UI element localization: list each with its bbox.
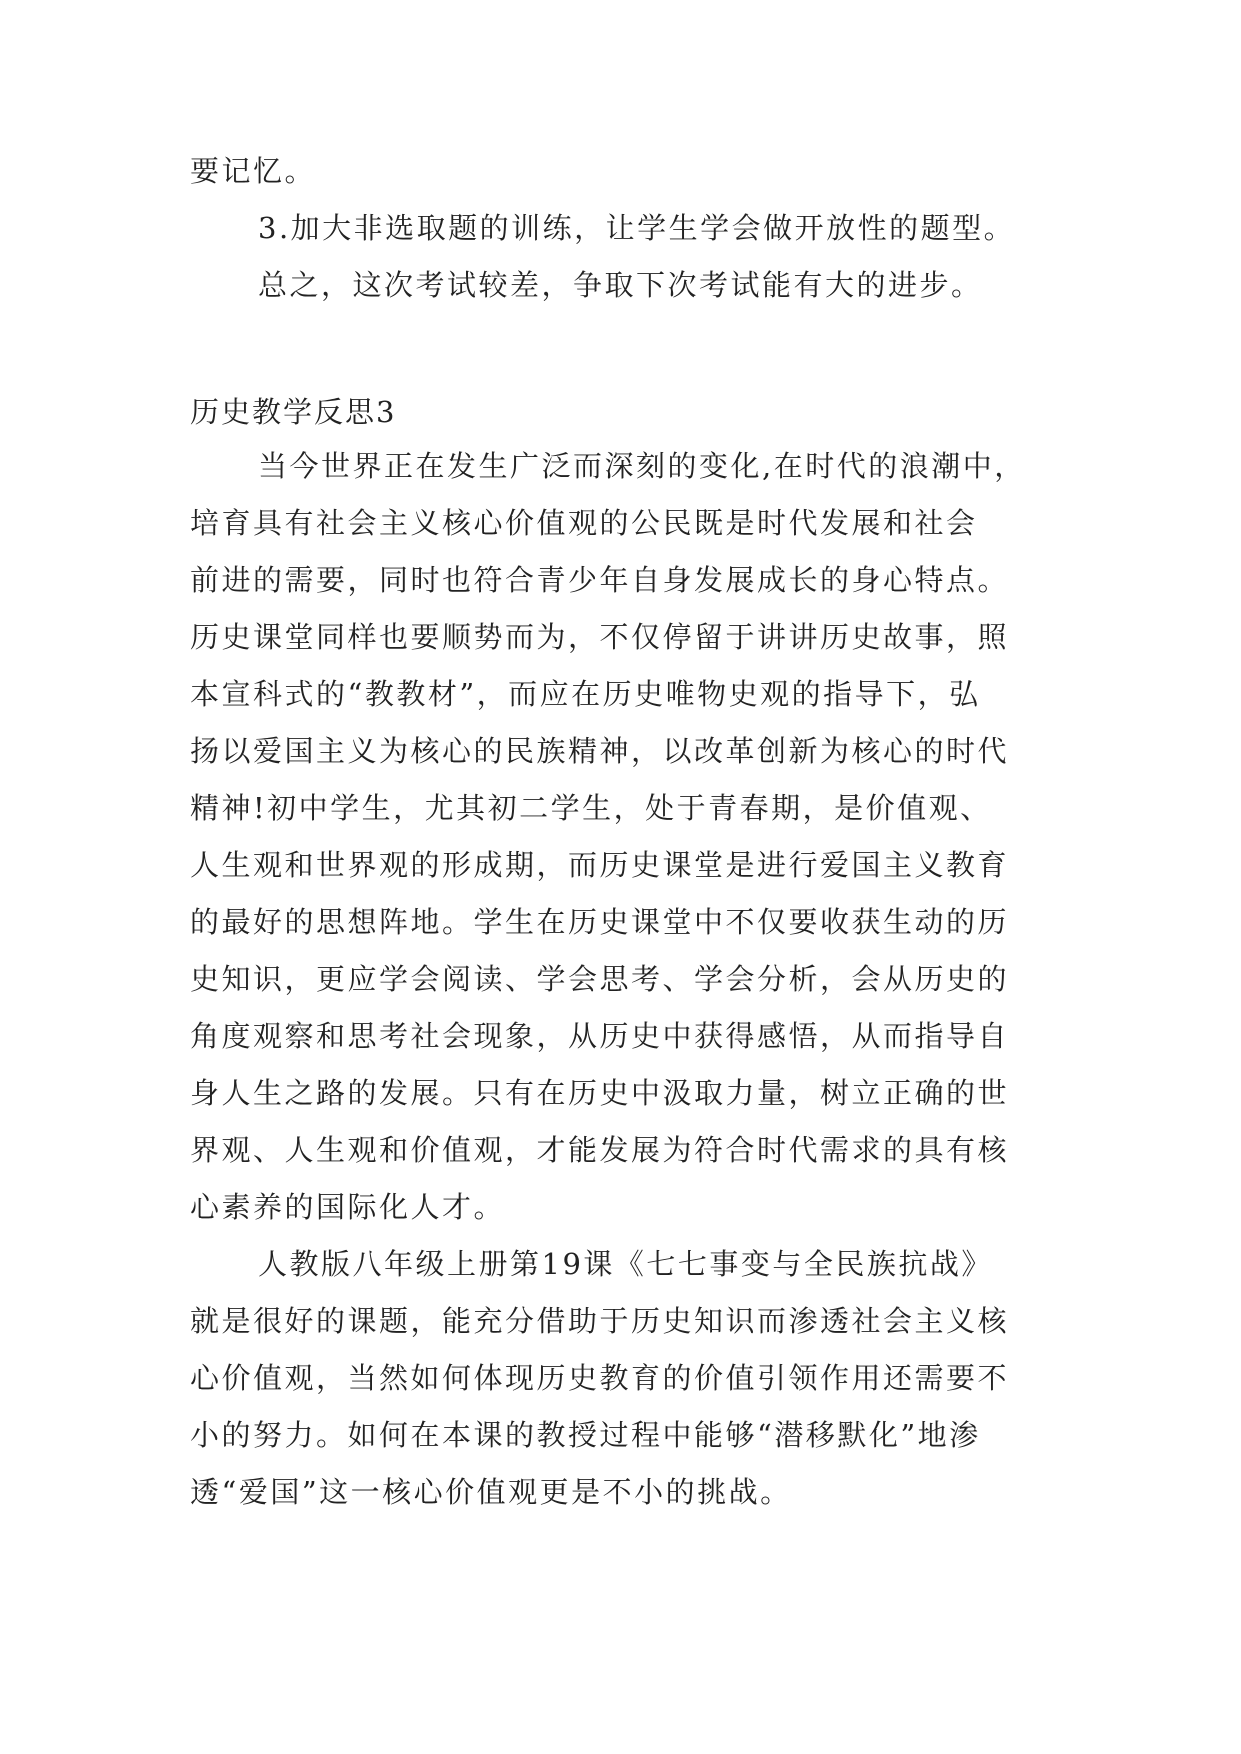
text-line: 心素养的国际化人才。 [190, 1190, 506, 1224]
text-line: 当今世界正在发生广泛而深刻的变化,在时代的浪潮中， [258, 449, 1026, 483]
text-line: 界观、人生观和价值观，才能发展为符合时代需求的具有核 [190, 1133, 1010, 1167]
text-line: 史知识，更应学会阅读、学会思考、学会分析，会从历史的 [190, 962, 1010, 996]
text-line: 的最好的思想阵地。学生在历史课堂中不仅要收获生动的历 [190, 905, 1010, 939]
summary-line: 总之，这次考试较差，争取下次考试能有大的进步。 [258, 268, 983, 302]
text-line: 要记忆。 [190, 154, 317, 188]
text-line: 身人生之路的发展。只有在历史中汲取力量，树立正确的世 [190, 1076, 1010, 1110]
text-line: 角度观察和思考社会现象，从历史中获得感悟，从而指导自 [190, 1019, 1010, 1053]
text-line: 培育具有社会主义核心价值观的公民既是时代发展和社会 [190, 506, 978, 540]
text-line: 精神!初中学生，尤其初二学生，处于青春期，是价值观、 [190, 791, 992, 825]
text-line: 本宣科式的“教教材”，而应在历史唯物史观的指导下，弘 [190, 677, 981, 711]
text-line: 历史课堂同样也要顺势而为，不仅停留于讲讲历史故事，照 [190, 620, 1010, 654]
text-line: 扬以爱国主义为核心的民族精神，以改革创新为核心的时代 [190, 734, 1010, 768]
section-heading: 历史教学反思3 [190, 395, 397, 429]
text-line: 心价值观，当然如何体现历史教育的价值引领作用还需要不 [190, 1361, 1010, 1395]
text-line: 透“爱国”这一核心价值观更是不小的挑战。 [190, 1475, 792, 1509]
text-line: 小的努力。如何在本课的教授过程中能够“潜移默化”地渗 [190, 1418, 981, 1452]
text-line: 前进的需要，同时也符合青少年自身发展成长的身心特点。 [190, 563, 1010, 597]
list-item-3: 3.加大非选取题的训练，让学生学会做开放性的题型。 [258, 211, 1016, 245]
section-top [190, 143, 1070, 314]
paragraph-1 [190, 438, 1070, 1236]
text-line: 人生观和世界观的形成期，而历史课堂是进行爱国主义教育 [190, 848, 1010, 882]
text-line: 就是很好的课题，能充分借助于历史知识而渗透社会主义核 [190, 1304, 1010, 1338]
text-line: 人教版八年级上册第19课《七七事变与全民族抗战》 [258, 1247, 993, 1281]
paragraph-2 [190, 1236, 1070, 1521]
